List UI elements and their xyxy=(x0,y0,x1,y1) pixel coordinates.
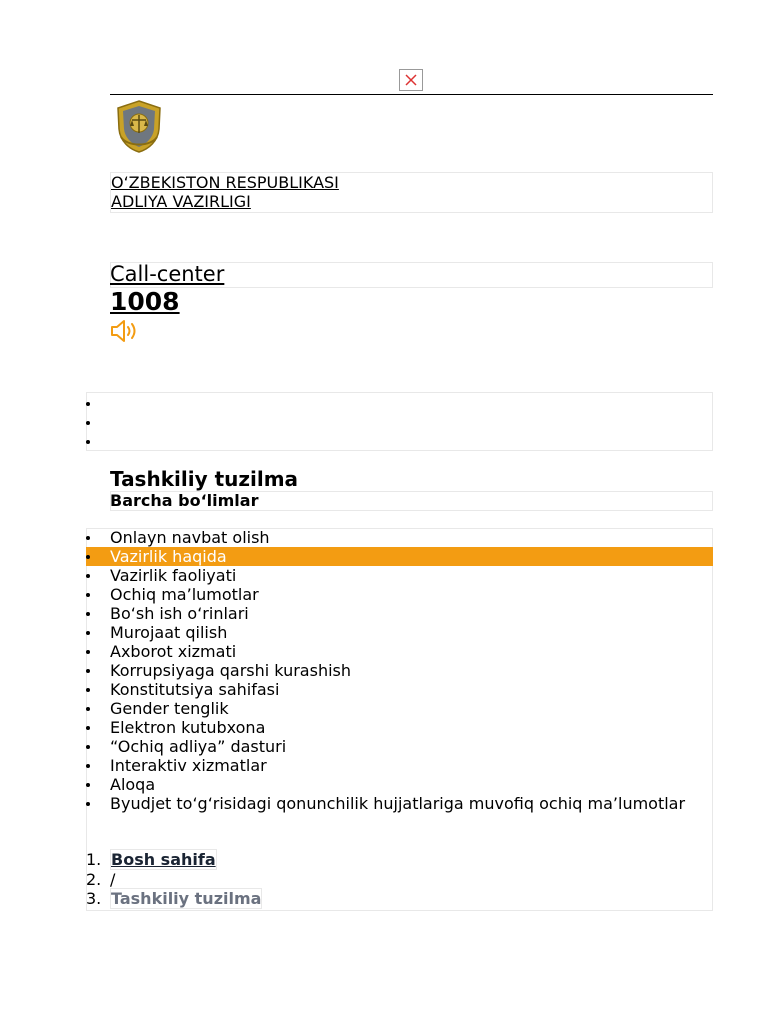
breadcrumb-item xyxy=(86,889,262,909)
breadcrumb xyxy=(86,850,262,909)
header-divider xyxy=(110,94,713,95)
sidebar-item-byudjet[interactable]: Byudjet to‘g‘risidagi qonunchilik hujjatlariga muvofiq ochiq ma’lumotlar xyxy=(86,794,713,813)
all-departments-label: Barcha bo‘limlar xyxy=(110,491,259,510)
breadcrumb-item xyxy=(86,850,262,870)
speaker-icon[interactable] xyxy=(110,319,140,343)
sidebar-item-ochiq-adliya[interactable]: “Ochiq adliya” dasturi xyxy=(86,737,713,756)
call-center-number[interactable]: 1008 xyxy=(110,287,180,316)
sidebar-item-ochiq-malumotlar[interactable]: Ochiq ma’lumotlar xyxy=(86,585,713,604)
breadcrumb-number: 3. xyxy=(86,889,102,908)
page-title: Tashkiliy tuzilma xyxy=(110,467,299,491)
sidebar-item-kutubxona[interactable]: Elektron kutubxona xyxy=(86,718,713,737)
sidebar-item-konstitutsiya[interactable]: Konstitutsiya sahifasi xyxy=(86,680,713,699)
sidebar-item-murojaat[interactable]: Murojaat qilish xyxy=(86,623,713,642)
sidebar-item-gender[interactable]: Gender tenglik xyxy=(86,699,713,718)
breadcrumb-separator: / xyxy=(110,869,116,889)
broken-image-icon xyxy=(399,69,423,91)
sidebar-item-aloqa[interactable]: Aloqa xyxy=(86,775,713,794)
ministry-name-link[interactable] xyxy=(110,172,713,213)
sidebar-menu xyxy=(86,528,713,813)
empty-social-list xyxy=(86,392,713,451)
sidebar-item-vazirlik-faoliyati[interactable]: Vazirlik faoliyati xyxy=(86,566,713,585)
sidebar-item-axborot-xizmati[interactable]: Axborot xizmati xyxy=(86,642,713,661)
breadcrumb-current: Tashkiliy tuzilma xyxy=(111,889,262,908)
sidebar-item-interaktiv[interactable]: Interaktiv xizmatlar xyxy=(86,756,713,775)
list-bullet xyxy=(86,421,90,425)
call-center-label[interactable]: Call-center xyxy=(110,262,225,286)
sidebar-item-vazirlik-haqida[interactable]: Vazirlik haqida xyxy=(86,547,713,566)
breadcrumb-number: 1. xyxy=(86,850,102,869)
breadcrumb-home-link[interactable]: Bosh sahifa xyxy=(111,850,216,869)
list-bullet xyxy=(86,440,90,444)
sidebar-item-bosh-ish-orinlari[interactable]: Bo‘sh ish o‘rinlari xyxy=(86,604,713,623)
ministry-name-line2[interactable]: ADLIYA VAZIRLIGI xyxy=(111,192,251,211)
sidebar-item-korrupsiya[interactable]: Korrupsiyaga qarshi kurashish xyxy=(86,661,713,680)
ministry-name-line1[interactable]: O‘ZBEKISTON RESPUBLIKASI xyxy=(111,173,339,192)
breadcrumb-number: 2. xyxy=(86,869,102,889)
ministry-emblem-icon[interactable] xyxy=(113,99,165,153)
sidebar-item-onlayn-navbat[interactable]: Onlayn navbat olish xyxy=(86,528,713,547)
list-bullet xyxy=(86,402,90,406)
breadcrumb-item xyxy=(86,870,262,890)
